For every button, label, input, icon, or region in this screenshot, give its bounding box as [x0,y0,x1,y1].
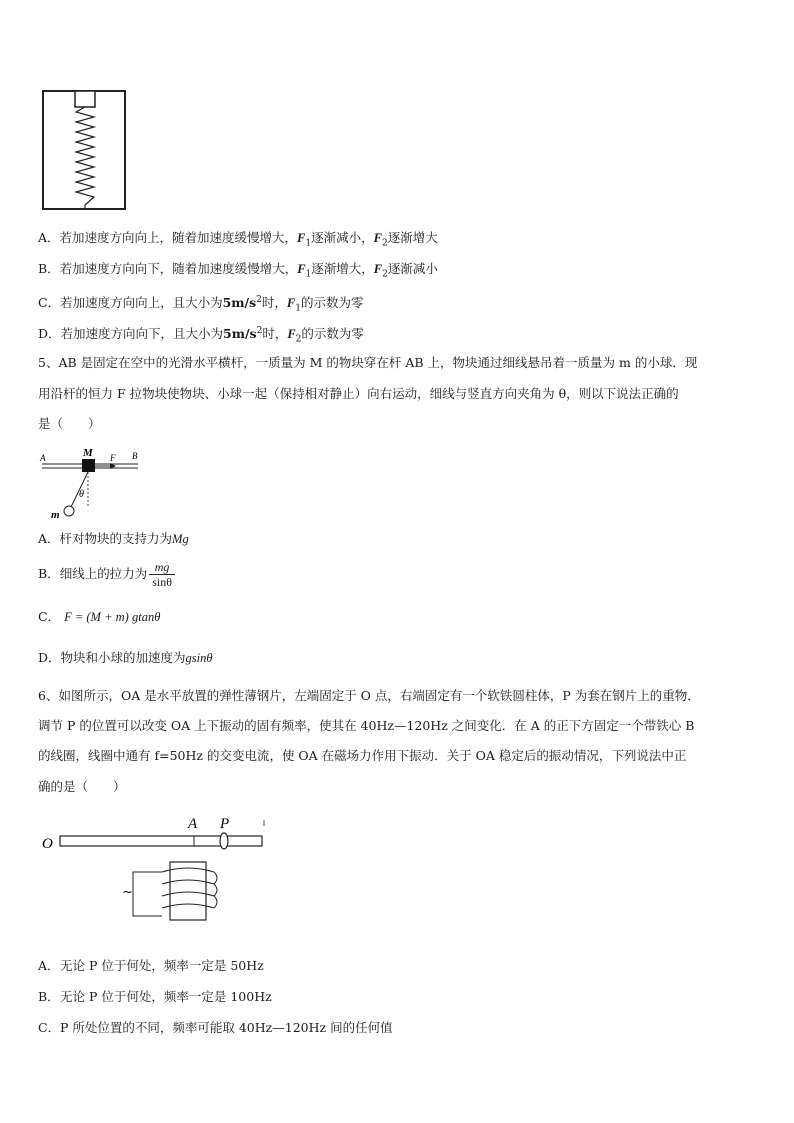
ac-source-symbol: ~ [122,885,133,900]
label-m-ball: m [51,509,60,521]
option-letter: A． [38,531,60,546]
accel-value: 5m/s [222,295,257,311]
q6-stem-line-2: 调节 P 的位置可以改变 OA 上下振动的固有频率，使其在 40Hz—120Hz 之间变化．在 A 的正下方固定一个带铁心 B [38,718,695,733]
option-text: 逐渐增大， [311,261,374,276]
option-text: 的示数为零 [301,326,364,342]
q5-stem-line-1: 5、AB 是固定在空中的光滑水平横杆，一质量为 M 的物块穿在杆 AB 上，物块通过细线悬吊着一质量为 m 的小球．现 [38,355,698,370]
option-letter: C． [38,295,61,311]
fraction-numerator: mg [149,560,175,575]
math-expression: Mg [172,532,189,546]
q4-option-d [38,323,364,348]
q5-option-d [38,650,213,666]
accel-value: 5m/s [223,326,257,342]
option-text: 的示数为零 [300,295,364,311]
option-letter: A． [38,230,60,245]
q4-option-a [38,230,438,252]
label-b: B [132,451,138,461]
label-p: P [220,816,230,832]
q4-option-b [38,261,438,283]
force-symbol: F [286,296,296,311]
option-text: 逐渐减小， [311,230,374,245]
subscript: 2 [381,238,388,249]
q5-option-b [38,558,177,590]
label-m-block: M [83,447,93,459]
subscript: 1 [305,269,312,280]
option-letter: D． [38,650,61,665]
subscript: 1 [305,238,312,249]
force-symbol: F [373,231,382,245]
option-text: 物块和小球的加速度为 [60,650,186,665]
math-expression: gsinθ [185,651,213,665]
option-text: 若加速度方向向上，随着加速度缓慢增大， [59,230,298,245]
fraction-denominator: sinθ [152,575,172,589]
q6-option-c: C． [38,1020,61,1035]
fraction [149,560,175,589]
force-symbol: F [297,262,306,276]
superscript: 2 [256,326,263,336]
q5-stem-line-2: 用沿杆的恒力 F 拉物块使物块、小球一起（保持相对静止）向右运动，细线与竖直方向夹角为 θ，则以下说法正确的 [38,386,679,401]
pendulum-rod-figure [38,444,148,526]
q5-option-a [38,531,189,547]
option-text: 时， [261,295,287,311]
option-letter: B． [38,261,60,276]
q6-option-b: B． [38,989,60,1004]
q5-stem-line-3: 是（ ） [38,416,101,431]
q6-option-c-text: P 所处位置的不同，频率可能取 40Hz—120Hz 间的任何值 [60,1020,393,1035]
option-text: 逐渐增大 [387,230,438,245]
option-text: 细线上的拉力为 [59,566,148,581]
q6-option-b-text: 无论 P 位于何处，频率一定是 100Hz [60,989,272,1004]
superscript: 2 [256,295,262,305]
subscript: 1 [295,303,301,314]
option-text: 杆对物块的支持力为 [59,531,173,546]
q4-option-c [38,292,363,317]
steel-strip-coil-figure [38,812,273,930]
label-theta: θ [79,489,84,500]
force-symbol: F [373,262,383,276]
label-f: F [110,453,116,463]
option-letter: C． [38,609,61,624]
option-text: 逐渐减小 [387,261,438,276]
spring-box-figure [40,88,130,214]
force-symbol: F [287,327,296,342]
option-text: 若加速度方向向上，且大小为 [60,295,223,311]
q6-option-a: A． [38,958,60,973]
q5-option-c [38,609,160,625]
subscript: 2 [295,334,302,345]
q6-stem-line-3: 的线圈，线圈中通有 f=50Hz 的交变电流，使 OA 在磁场力作用下振动．关于 OA 稳定后的振动情况，下列说法中正 [38,748,687,763]
option-text: 时， [262,326,288,342]
q6-stem-line-4: 确的是（ ） [38,779,126,794]
option-text: 若加速度方向向下，随着加速度缓慢增大， [59,261,298,276]
math-expression: F = (M + m) gtanθ [64,610,161,624]
q6-option-a-text: 无论 P 位于何处，频率一定是 50Hz [60,958,264,973]
label-a: A [40,453,46,463]
label-a: A [188,816,198,832]
subscript: 2 [382,269,388,280]
option-letter: B． [38,566,60,581]
option-letter: D． [38,326,61,342]
option-text: 若加速度方向向下，且大小为 [60,326,224,342]
label-o: O [42,836,53,852]
q6-stem-line-1: 6、如图所示，OA 是水平放置的弹性薄钢片，左端固定于 O 点，右端固定有一个软铁圆柱体，P 为套在钢片上的重物． [38,688,700,703]
force-symbol: F [297,231,306,245]
